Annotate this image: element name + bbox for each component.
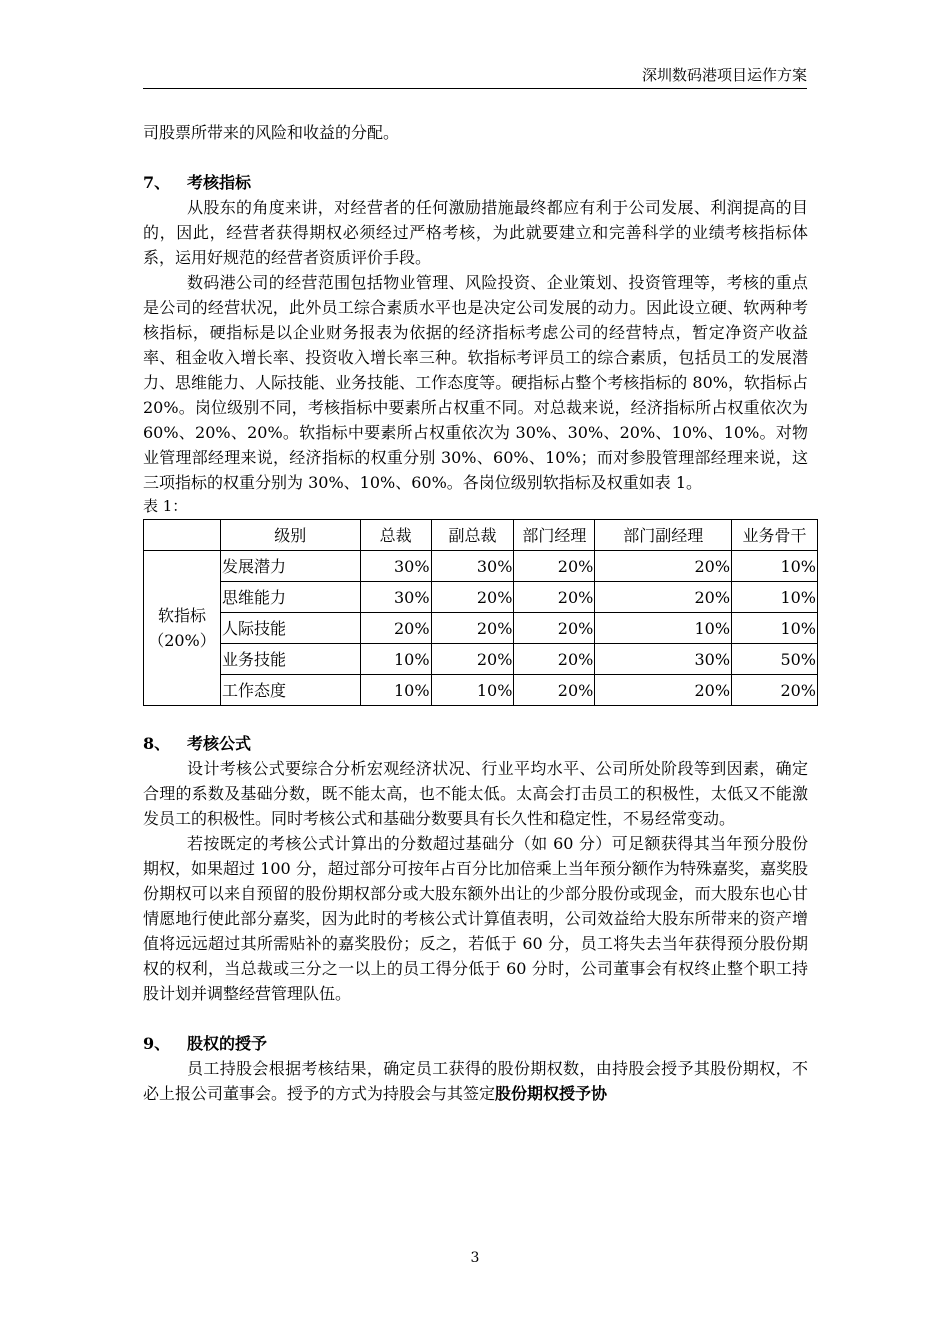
row-label: 发展潜力 [220,551,360,582]
table-corner-cell [144,520,221,551]
table-cell: 10% [732,613,818,644]
table-row [144,613,818,644]
section-8-title: 考核公式 [187,734,252,753]
table-row [144,675,818,706]
table-cell: 20% [514,613,595,644]
section-7-paragraph-1: 从股东的角度来讲，对经营者的任何激励措施最终都应有利于公司发展、利润提高的目的，因此，经营者获得期权必须经过严格考核，为此就要建立和完善科学的业绩考核指标体系，运用好规范的经营者资质评价手段。 [143,198,808,267]
table-cell: 20% [431,613,514,644]
section-9-number: 9、 [143,1034,171,1053]
table-cell: 10% [732,582,818,613]
section-8-number: 8、 [143,734,171,753]
header-cell: 部门副经理 [595,520,732,551]
table-cell: 20% [514,551,595,582]
group-label-cell [144,551,221,706]
table-cell: 30% [360,582,431,613]
table-row [144,582,818,613]
section-8-heading [143,731,808,756]
continuation-paragraph: 司股票所带来的风险和收益的分配。 [143,123,400,142]
table-cell: 10% [732,551,818,582]
header-cell: 部门经理 [514,520,595,551]
group-label: 软指标 [157,606,206,625]
header-cell: 业务骨干 [732,520,818,551]
section-9-title: 股权的授予 [187,1034,268,1053]
table-cell: 30% [595,644,732,675]
table-cell: 20% [431,582,514,613]
page-header [143,64,807,89]
row-label: 业务技能 [220,644,360,675]
header-cell: 级别 [220,520,360,551]
table-cell: 10% [360,675,431,706]
table-cell: 20% [595,582,732,613]
table-cell: 20% [360,613,431,644]
section-7-number: 7、 [143,173,171,192]
section-9-heading [143,1031,808,1056]
header-cell: 副总裁 [431,520,514,551]
row-label: 工作态度 [220,675,360,706]
section-7-paragraph-2: 数码港公司的经营范围包括物业管理、风险投资、企业策划、投资管理等，考核的重点是公司的经营状况，此外员工综合素质水平也是决定公司发展的动力。因此设立硬、软两种考核指标，硬指标是以企业财务报表为依据的经济指标考虑公司的经营特点，暂定净资产收益率、租金收入增长率、投资收入增长率三种。软指标考评员工的综合素质，包括员工的发展潜力、思维能力、人际技能、业务技能、工作态度等。硬指标占整个考核指标的 80%，软指标占 20%。岗位级别不同，考核指标中要素所占权重不同。对总裁来说，经济指标所占权重依次为 60%、20%、20%。软指标中要素所占权重依次为 30%、30%、20%、10%、10%。对物业管理部经理来说，经济指标的权重分别 30%、60%、10%；而对参股管理部经理来说，这三项指标的权重分别为 30%、10%、60%。各岗位级别软指标及权重如表 1。 [143,273,808,492]
row-label: 思维能力 [220,582,360,613]
table-row [144,644,818,675]
table-cell: 50% [732,644,818,675]
section-7-heading [143,170,808,195]
table-cell: 20% [595,551,732,582]
table-caption: 表 1： [143,497,188,515]
row-label: 人际技能 [220,613,360,644]
section-7-title: 考核指标 [187,173,252,192]
section-8-paragraph-2: 若按既定的考核公式计算出的分数超过基础分（如 60 分）可足额获得其当年预分股份期权，如果超过 100 分，超过部分可按年占百分比加倍乘上当年预分额作为特殊嘉奖，嘉奖股份期权可以来自预留的股份期权部分或大股东额外出让的少部分股份或现金，而大股东也心甘情愿地行使此部分嘉奖，因为此时的考核公式计算值表明，公司效益给大股东所带来的资产增值将远远超过其所需贴补的嘉奖股份；反之，若低于 60 分，员工将失去当年获得预分股份期权的权利，当总裁或三分之一以上的员工得分低于 60 分时，公司董事会有权终止整个职工持股计划并调整经营管理队伍。 [143,834,808,1003]
table-cell: 20% [595,675,732,706]
section-9-paragraph-1 [143,1056,808,1106]
table-row [144,551,818,582]
table-cell: 30% [431,551,514,582]
table-cell: 20% [431,644,514,675]
soft-indicator-table [143,519,818,706]
table-cell: 10% [595,613,732,644]
table-cell: 30% [360,551,431,582]
table-cell: 20% [514,675,595,706]
header-title: 深圳数码港项目运作方案 [641,66,807,84]
table-cell: 20% [732,675,818,706]
table-cell: 10% [431,675,514,706]
header-cell: 总裁 [360,520,431,551]
group-sublabel: （20%） [148,631,216,650]
document-body [143,120,816,1106]
section-9-text: 员工持股会根据考核结果，确定员工获得的股份期权数，由持股会授予其股份期权，不必上报公司董事会。授予的方式为持股会与其签定 [143,1059,808,1103]
page-number: 3 [470,1250,480,1266]
table-cell: 10% [360,644,431,675]
table-header-row [144,520,818,551]
section-9-bold-text: 股份期权授予协 [495,1084,608,1103]
table-cell: 20% [514,582,595,613]
table-cell: 20% [514,644,595,675]
section-8-paragraph-1: 设计考核公式要综合分析宏观经济状况、行业平均水平、公司所处阶段等到因素，确定合理的系数及基础分数，既不能太高，也不能太低。太高会打击员工的积极性，太低又不能激发员工的积极性。同时考核公式和基础分数要具有长久性和稳定性，不易经常变动。 [143,759,808,828]
